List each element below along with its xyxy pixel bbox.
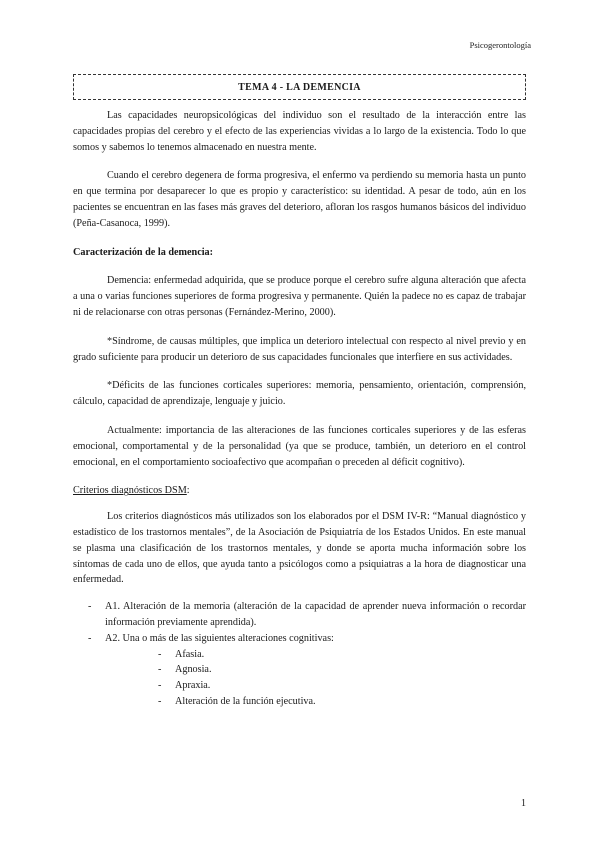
syndrome-paragraph: *Síndrome, de causas múltiples, que implica un deterioro intelectual con respecto al nivel previo y en grado suficiente para producir un deterioro de sus capacidades funcionales que interfiere en sus actividades. [73, 335, 526, 363]
criteria-list [73, 599, 526, 710]
criteria-item: - A1. Alteración de la memoria (alteración de la capacidad de aprender nueva información o recordar información previamente aprendida). [73, 599, 526, 631]
subcriteria-item: - Afasia. [105, 647, 526, 663]
dsm-heading-colon: : [186, 485, 190, 497]
header-course-name: Psicogerontología [469, 40, 531, 50]
subcriteria-item: - Agnosia. [105, 662, 526, 678]
current-view-paragraph: Actualmente: importancia de las alteraciones de las funciones corticales superiores y de las esferas emocional, comportamental y de la personalidad (ya que se produce, también, un deterioro en el control emocional, en el comportamiento socioafectivo que acompañan o preceden al déficit cognitivo). [73, 424, 526, 468]
document-title: TEMA 4 - LA DEMENCIA [73, 74, 526, 100]
subcriteria-list [105, 647, 526, 710]
subcriteria-item: - Alteración de la función ejecutiva. [105, 694, 526, 710]
section-heading-caracterizacion: Caracterización de la demencia: [73, 246, 214, 258]
deficits-paragraph: *Déficits de las funciones corticales superiores: memoria, pensamiento, orientación, comprensión, cálculo, capacidad de aprendizaje, lenguaje y juicio. [73, 380, 526, 408]
page-number: 1 [521, 798, 526, 809]
criteria-item [73, 631, 526, 710]
subcriteria-item: - Apraxia. [105, 678, 526, 694]
dsm-heading-text: Criterios diagnósticos DSM [73, 485, 187, 497]
intro-paragraph-2: Cuando el cerebro degenera de forma progresiva, el enfermo va perdiendo su memoria hasta un punto en que termina por desaparecer lo que es propio y característico: su identidad. A pesar de todo, aún en los pacientes se encuentran en las fases más graves del deterioro, afloran los rasgos humanos básicos del individuo (Peña-Casanoca, 1999). [73, 170, 526, 229]
dsm-paragraph: Los criterios diagnósticos más utilizados son los elaborados por el DSM IV-R: “Manual diagnóstico y estadístico de los trastornos mentales”, de la Asociación de Psiquiatría de los Estados Unidos. En este manual se plasma una clasificación de los trastornos mentales, y donde se aporta mucha información sobre los síntomas de cada uno de ellos, que ayuda tanto a psicólogos como a psiquiatras a la hora de diagnosticar una enfermedad. [73, 511, 526, 586]
criteria-item-label: A2. Una o más de las siguientes alteraciones cognitivas: [105, 632, 334, 644]
definition-paragraph: Demencia: enfermedad adquirida, que se produce porque el cerebro sufre alguna alteración que afecta a una o varias funciones superiores de forma progresiva y permanente. Quién la padece no es capaz de trabajar ni de relacionarse con otras personas (Fernández-Merino, 2000). [73, 275, 526, 318]
section-heading-dsm [73, 483, 526, 499]
document-body [73, 108, 526, 710]
intro-paragraph-1: Las capacidades neuropsicológicas del individuo son el resultado de la interacción entre las capacidades propias del cerebro y el efecto de las experiencias vividas a lo largo de la existencia. Todo lo que somos y sabemos lo tenemos almacenado en nuestra mente. [73, 110, 526, 153]
